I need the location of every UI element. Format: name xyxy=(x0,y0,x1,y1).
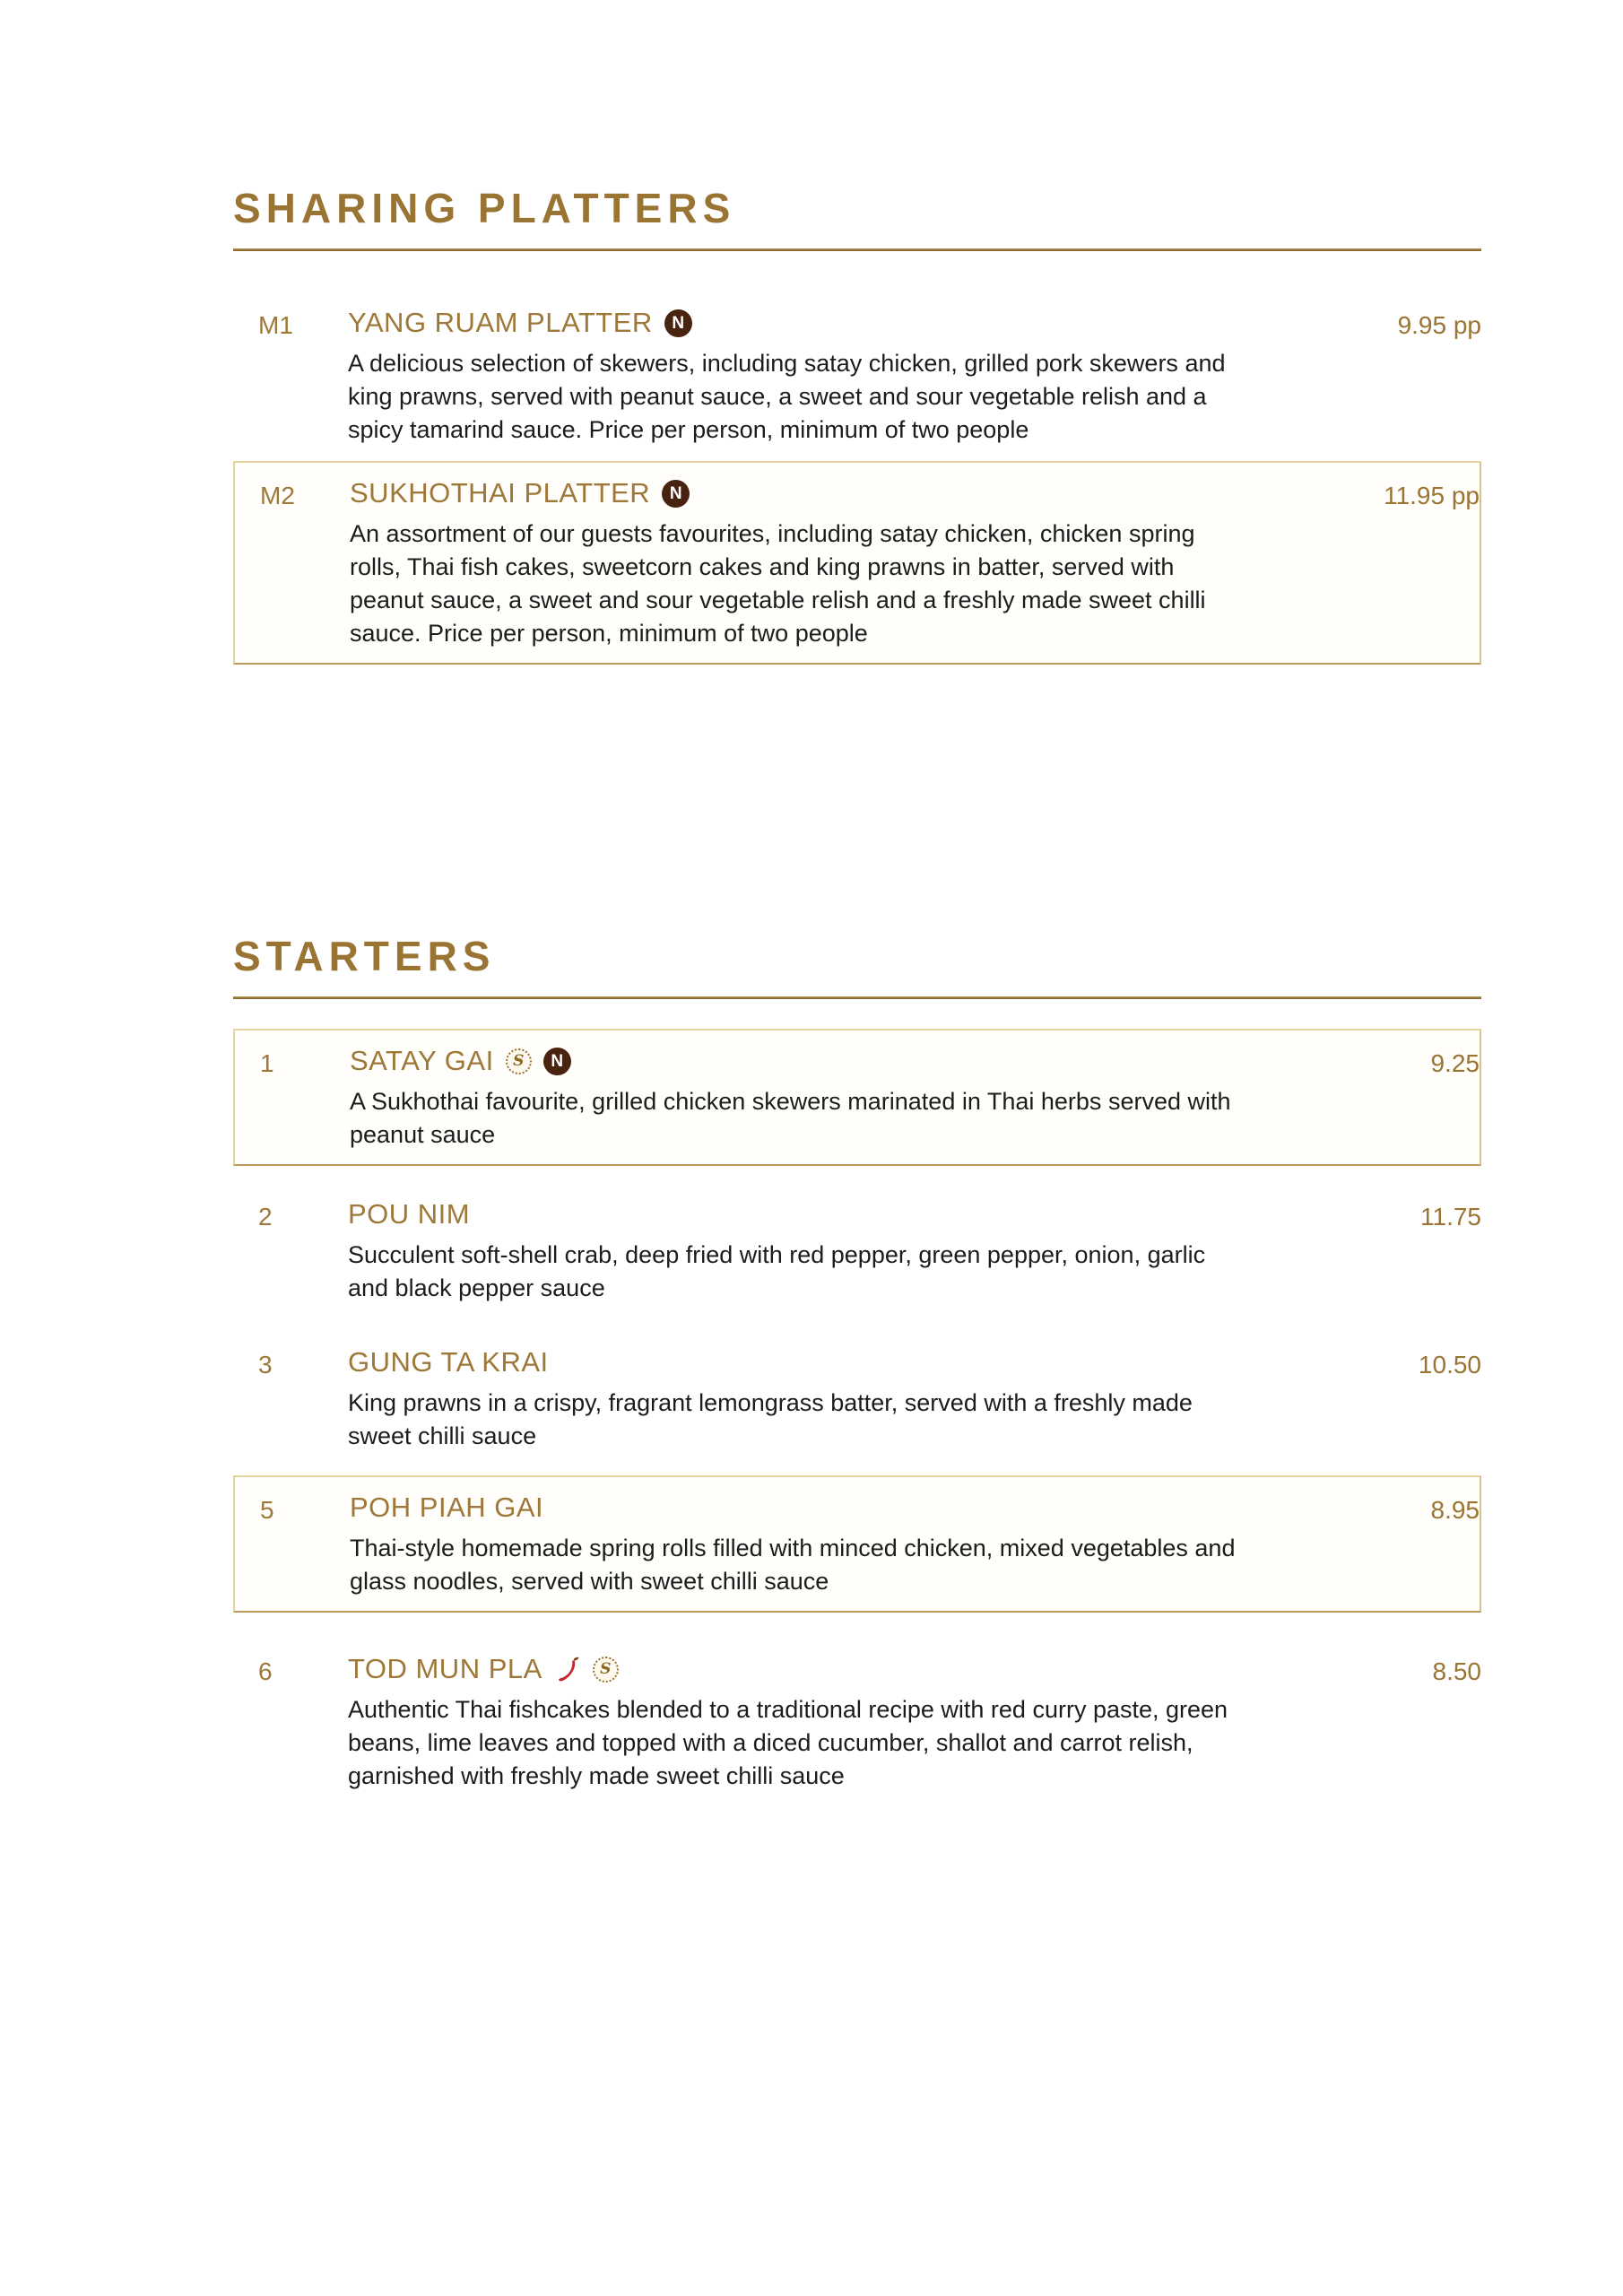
item-description: A Sukhothai favourite, grilled chicken skewers marinated in Thai herbs served with peanut sauce xyxy=(350,1088,1231,1148)
item-title-row xyxy=(348,1346,1302,1378)
section-starters xyxy=(233,665,1481,1793)
item-number: 1 xyxy=(260,1049,274,1077)
item-name: SUKHOTHAI PLATTER xyxy=(350,477,651,509)
section-sharing-platters xyxy=(233,0,1481,665)
item-description: An assortment of our guests favourites, including satay chicken, chicken spring rolls, Thai fish cakes, sweetcorn cakes and king prawns in batter, served with peanut sauce, a sweet and sour vegetable relish and a freshly made sweet chilli sauce. Price per person, minimum of two people xyxy=(350,520,1206,647)
item-title-row xyxy=(350,1045,1300,1077)
item-main xyxy=(350,477,1300,650)
menu-content xyxy=(233,0,1481,1793)
item-number: 2 xyxy=(258,1203,273,1231)
menu-item-5 xyxy=(233,1475,1481,1613)
item-price: 11.95 pp xyxy=(1384,482,1480,509)
section-divider-rule xyxy=(233,996,1481,999)
item-title-row xyxy=(350,1492,1300,1524)
item-main xyxy=(348,1346,1302,1453)
nuts-icon-letter: N xyxy=(672,313,685,333)
item-price: 10.50 xyxy=(1418,1351,1481,1378)
menu-item-6 xyxy=(233,1653,1481,1793)
item-main xyxy=(350,1045,1300,1152)
item-price: 9.25 xyxy=(1430,1049,1480,1077)
item-title-row xyxy=(348,1198,1302,1231)
item-description: A delicious selection of skewers, including satay chicken, grilled pork skewers and king prawns, served with peanut sauce, a sweet and sour vegetable relish and a spicy tamarind sauce. Price per person, minimum of two people xyxy=(348,350,1226,443)
section-title: STARTERS xyxy=(233,933,496,979)
item-price: 8.95 xyxy=(1430,1496,1480,1524)
item-price: 9.95 pp xyxy=(1397,311,1481,339)
signature-icon-letter: S xyxy=(513,1051,525,1070)
menu-item-3 xyxy=(233,1346,1481,1453)
item-title-row xyxy=(350,477,1300,509)
item-price: 11.75 xyxy=(1420,1203,1481,1231)
item-main xyxy=(348,1198,1302,1305)
item-number: 5 xyxy=(260,1496,274,1524)
chilli-icon xyxy=(554,1655,581,1683)
item-main xyxy=(348,1653,1302,1793)
item-number: 6 xyxy=(258,1657,273,1685)
item-number: 3 xyxy=(258,1351,273,1378)
item-name: POU NIM xyxy=(348,1198,471,1230)
signature-icon-letter: S xyxy=(600,1659,612,1678)
item-description: Authentic Thai fishcakes blended to a traditional recipe with red curry paste, green beans, lime leaves and topped with a diced cucumber, shallot and carrot relish, garnished with freshly made sweet chilli sauce xyxy=(348,1696,1228,1789)
nuts-icon xyxy=(543,1048,571,1075)
item-description: King prawns in a crispy, fragrant lemongrass batter, served with a freshly made sweet chilli sauce xyxy=(348,1389,1193,1449)
section-divider-rule xyxy=(233,248,1481,251)
item-name: YANG RUAM PLATTER xyxy=(348,307,653,338)
menu-item-m1 xyxy=(233,307,1481,447)
nuts-icon-letter: N xyxy=(669,483,682,503)
signature-icon xyxy=(506,1048,532,1074)
item-name: TOD MUN PLA xyxy=(348,1653,542,1684)
item-title-row xyxy=(348,307,1302,339)
item-main xyxy=(350,1492,1300,1598)
nuts-icon xyxy=(664,309,692,337)
item-title-row xyxy=(348,1653,1302,1685)
menu-item-m2 xyxy=(233,461,1481,665)
item-price: 8.50 xyxy=(1432,1657,1481,1685)
section-title: SHARING PLATTERS xyxy=(233,185,736,231)
item-number: M1 xyxy=(258,311,293,339)
menu-item-1 xyxy=(233,1029,1481,1166)
item-name: POH PIAH GAI xyxy=(350,1492,544,1523)
item-name: GUNG TA KRAI xyxy=(348,1346,549,1378)
item-name: SATAY GAI xyxy=(350,1045,494,1076)
item-number: M2 xyxy=(260,482,295,509)
nuts-icon-letter: N xyxy=(551,1051,564,1071)
item-main xyxy=(348,307,1302,447)
menu-item-2 xyxy=(233,1198,1481,1305)
item-description: Succulent soft-shell crab, deep fried with red pepper, green pepper, onion, garlic and black pepper sauce xyxy=(348,1241,1206,1301)
nuts-icon xyxy=(662,480,690,508)
signature-icon xyxy=(593,1657,619,1683)
item-description: Thai-style homemade spring rolls filled with minced chicken, mixed vegetables and glass noodles, served with sweet chilli sauce xyxy=(350,1535,1236,1595)
